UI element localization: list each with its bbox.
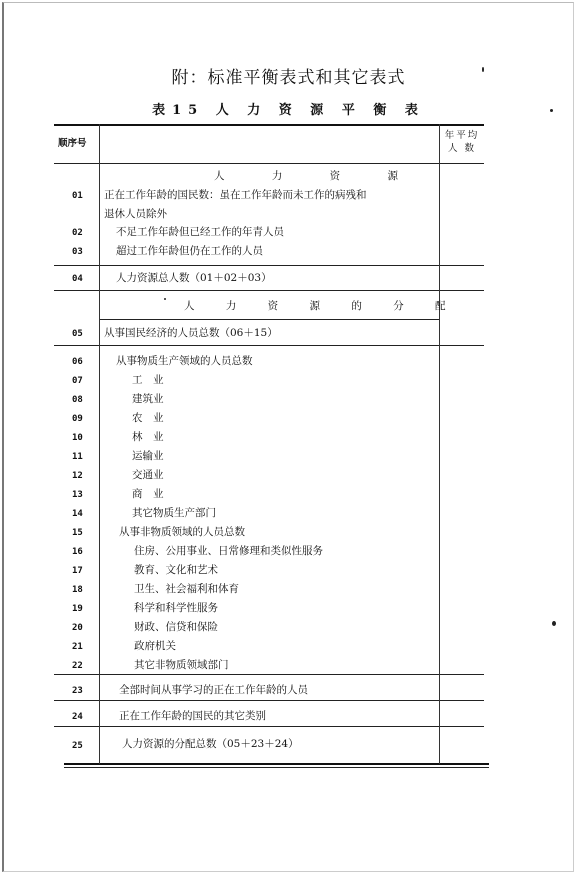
- row-number: 23: [72, 686, 83, 696]
- rule-after-22: [54, 674, 484, 675]
- row-label-continued: 退休人员除外: [104, 208, 167, 220]
- row-label: 正在工作年龄的国民的其它类别: [119, 710, 266, 722]
- header-avg-label-2: 人 数: [447, 143, 477, 154]
- header-avg-label-1: 年平均: [444, 130, 480, 141]
- row-label: 运输业: [132, 450, 164, 462]
- table-bottom-rule-2: [64, 767, 489, 768]
- row-label: 从事国民经济的人员总数（06＋15）: [104, 327, 278, 339]
- row-label: 建筑业: [132, 393, 164, 405]
- column-divider-avg: [439, 124, 440, 764]
- row-label-grand-total: 人力资源的分配总数（05＋23＋24）: [122, 738, 299, 750]
- scanned-page: [2, 2, 574, 872]
- row-number: 06: [72, 357, 83, 367]
- row-number: 03: [72, 247, 83, 257]
- row-number: 21: [72, 642, 83, 652]
- row-label: 商 业: [132, 488, 164, 500]
- row-number: 04: [72, 274, 83, 284]
- section-title-allocation: 人 力 资 源 的 分 配: [184, 300, 460, 312]
- row-number: 22: [72, 661, 83, 671]
- row-label-total: 人力资源总人数（01＋02＋03）: [116, 272, 272, 284]
- row-number: 14: [72, 509, 83, 519]
- header-seq-label: 顺序号: [58, 138, 87, 149]
- header-bottom-rule: [54, 163, 484, 164]
- row-number: 08: [72, 395, 83, 405]
- row-label: 林 业: [132, 431, 164, 443]
- row-number: 15: [72, 528, 83, 538]
- row-label: 不足工作年龄但已经工作的年青人员: [116, 226, 284, 238]
- row-label: 工 业: [132, 374, 164, 386]
- row-number: 10: [72, 433, 83, 443]
- row-number: 16: [72, 547, 83, 557]
- column-divider-seq: [99, 124, 100, 764]
- row-label: 农 业: [132, 412, 164, 424]
- section-title-resources: 人 力 资 源: [214, 170, 421, 182]
- row-label: 住房、公用事业、日常修理和类似性服务: [134, 545, 323, 557]
- row-label: 从事物质生产领域的人员总数: [116, 355, 253, 367]
- rule-after-24: [54, 726, 484, 727]
- row-number: 12: [72, 471, 83, 481]
- row-number: 01: [72, 191, 83, 201]
- row-number: 07: [72, 376, 83, 386]
- row-number: 09: [72, 414, 83, 424]
- rule-after-05: [54, 345, 484, 346]
- row-label: 政府机关: [134, 640, 176, 652]
- row-number: 05: [72, 329, 83, 339]
- row-label: 财政、信贷和保险: [134, 621, 218, 633]
- table-top-rule: [54, 124, 484, 126]
- row-label: 科学和科学性服务: [134, 602, 218, 614]
- row-number: 24: [72, 712, 83, 722]
- rule-after-04: [54, 290, 484, 291]
- scan-speck: [550, 109, 553, 112]
- row-number: 11: [72, 452, 83, 462]
- row-number: 20: [72, 623, 83, 633]
- row-label: 其它非物质领域部门: [134, 659, 229, 671]
- rule-after-section2: [99, 319, 439, 320]
- row-label: 教育、文化和艺术: [134, 564, 218, 576]
- table-bottom-rule: [64, 763, 489, 765]
- rule-after-03: [54, 265, 484, 266]
- rule-after-23: [54, 700, 484, 701]
- row-number: 19: [72, 604, 83, 614]
- scan-speck: [164, 298, 166, 300]
- table-title: 表15 人 力 资 源 平 衡 表: [152, 103, 425, 118]
- row-label: 交通业: [132, 469, 164, 481]
- row-label: 全部时间从事学习的正在工作年龄的人员: [119, 684, 308, 696]
- row-label: 正在工作年龄的国民数：虽在工作年龄而未工作的病残和: [104, 189, 367, 201]
- scan-speck: [552, 621, 556, 626]
- row-label: 从事非物质领域的人员总数: [119, 526, 245, 538]
- row-number: 02: [72, 228, 83, 238]
- row-label: 卫生、社会福利和体育: [134, 583, 239, 595]
- page-title: 附：标准平衡表式和其它表式: [171, 68, 406, 88]
- scan-speck: [482, 67, 484, 72]
- row-label: 其它物质生产部门: [132, 507, 216, 519]
- row-label: 超过工作年龄但仍在工作的人员: [116, 245, 263, 257]
- row-number: 25: [72, 741, 83, 751]
- row-number: 18: [72, 585, 83, 595]
- row-number: 17: [72, 566, 83, 576]
- row-number: 13: [72, 490, 83, 500]
